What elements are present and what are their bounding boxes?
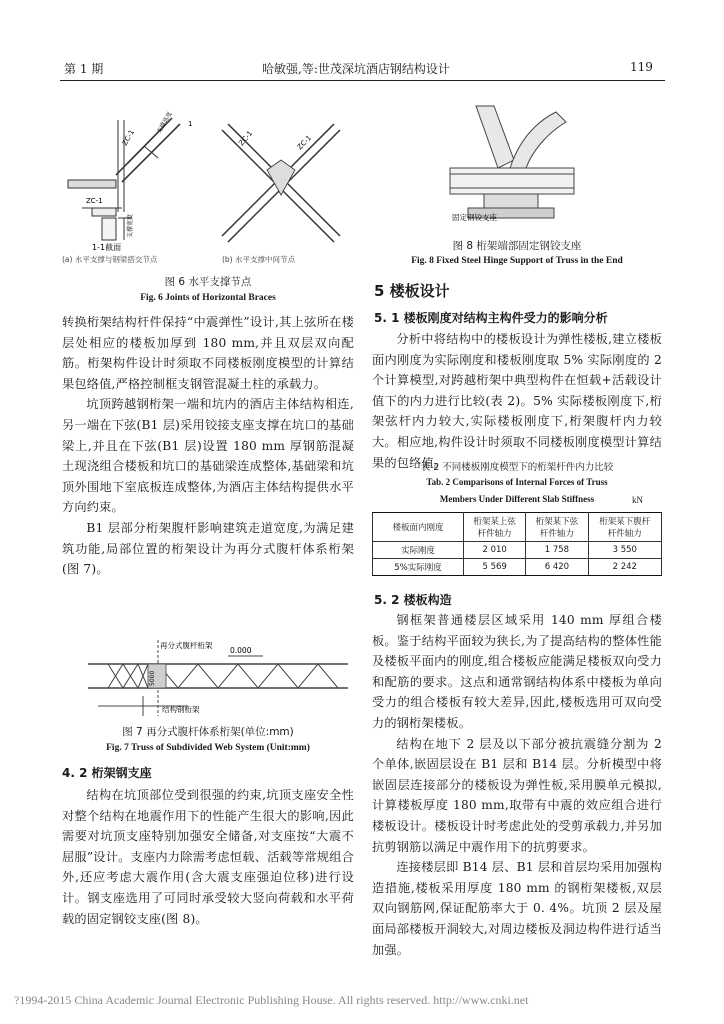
table-header-label: 楼板面内刚度 — [373, 513, 464, 542]
table-cell: 1 758 — [526, 542, 588, 559]
fig6-label-zc1-b: ZC-1 — [237, 129, 255, 148]
section-5-title: 5 楼板设计 — [374, 282, 450, 300]
table-cell: 6 420 — [526, 559, 588, 576]
paragraph: 钢框架普通楼层区域采用 140 mm 厚组合楼板。鉴于结构平面较为狭长,为了提高结构的整体性能及楼板平面内的刚度,组合楼板应能满足楼板双向受力和配筋的要求。这点和通常钢结构体系中楼板为单向受力的组合楼板有较大差异,因此,楼板选用可双向受力的钢桁架楼板。 — [372, 613, 662, 730]
paragraph: B1 层部分桁架腹杆影响建筑走道宽度,为满足建筑功能,局部位置的桁架设计为再分式腹杆体系桁架(图 7)。 — [62, 520, 354, 577]
paragraph: 连接楼层即 B14 层、B1 层和首层均采用加强构造措施,楼板采用厚度 180 mm 的钢桁架楼板,双层双向钢筋网,保证配筋率大于 0. 4%。坑顶 2 层及屋面局部楼板开洞较大,对周边楼板及洞边构件进行适当加强。 — [372, 860, 662, 957]
table-cell: 2 242 — [588, 559, 661, 576]
figure-7-drawing — [88, 636, 348, 718]
table-cell: 2 010 — [464, 542, 526, 559]
running-title: 哈敏强,等:世茂深坑酒店钢结构设计 — [262, 62, 450, 76]
fig6-caption-en: Fig. 6 Joints of Horizontal Braces — [140, 293, 276, 303]
table2-unit: kN — [632, 495, 643, 505]
table-header-row — [373, 513, 662, 542]
paragraph: 坑顶跨越钢桁架一端和坑内的酒店主体结构相连,另一端在下弦(B1 层)采用铰接支座支撑在坑口的基础梁上,并且在下弦(B1 层)设置 180 mm 厚钢筋混凝土现浇组合楼板和坑口的基础梁连成整体,基础梁和坑顶外围地下室底板连成整体,为酒店主体结构提供水平方向约束。 — [62, 397, 354, 515]
fig7-label-mid: 5000 — [149, 670, 156, 686]
section-5-2-body — [372, 610, 662, 960]
section-5-1-body — [372, 329, 662, 473]
table-cell: 5 569 — [464, 559, 526, 576]
table2-caption-cn: 表 2 不同楼板刚度模型下的桁架杆件内力比较 — [420, 462, 614, 473]
fig6-label-zc1-d: ZC-1 — [295, 133, 314, 152]
figure-8 — [448, 104, 576, 224]
table-row — [373, 559, 662, 576]
fig7-caption-en: Fig. 7 Truss of Subdivided Web System (Unit:mm) — [106, 743, 310, 753]
section-4-2-title: 4. 2 桁架钢支座 — [62, 766, 152, 780]
figure-7 — [88, 636, 348, 718]
fig8-caption-en: Fig. 8 Fixed Steel Hinge Support of Truss in the End — [411, 256, 623, 266]
figure-6-drawing — [62, 100, 354, 270]
fig8-caption-cn: 图 8 桁架端部固定钢铰支座 — [452, 240, 582, 252]
table-cell: 3 550 — [588, 542, 661, 559]
section-5-1-title: 5. 1 楼板刚度对结构主构件受力的影响分析 — [374, 311, 608, 325]
fig6-label-1: 1 — [188, 120, 193, 128]
fig7-label-elev: 0.000 — [230, 646, 252, 655]
page-number: 119 — [630, 60, 653, 74]
table-header-cell: 桁架某下腹杆 杆件轴力 — [588, 513, 661, 542]
fig6-sub-b: (b) 水平支撑中间节点 — [222, 255, 295, 264]
table-row-label: 5%实际刚度 — [373, 559, 464, 576]
fig6-label-zc1-a: ZC-1 — [120, 128, 137, 147]
section-5-2-title: 5. 2 楼板构造 — [374, 593, 452, 607]
left-column-text — [62, 312, 354, 580]
fig6-caption-cn: 图 6 水平支撑节点 — [164, 276, 252, 288]
table2-caption-en-1: Tab. 2 Comparisons of Internal Forces of Truss — [426, 477, 608, 487]
table2-caption-en-2: Members Under Different Slab Stiffness — [439, 494, 595, 504]
paragraph: 结构在地下 2 层及以下部分被抗震缝分割为 2 个单体,嵌固层设在 B1 层和 B14 层。分析模型中将嵌固层连接部分的楼板设为弹性板,采用膜单元模拟,计算楼板厚度 180 mm,取带有中震的效应组合进行楼板设计。楼板设计时考虑此处的受剪承载力,并另加抗剪钢筋以满足中震作用下的抗剪要求。 — [372, 736, 662, 854]
fig6-label-zc1-c: ZC-1 — [86, 197, 103, 205]
beam-flange — [68, 180, 116, 188]
fig6-sub-a: (a) 水平支撑与钢梁搭交节点 — [62, 255, 158, 264]
paragraph: 分析中将结构中的楼板设计为弹性楼板,建立楼板面内刚度为实际刚度和楼板刚度取 5% 实际刚度的 2 个计算模型,对跨越桁架中典型构件在恒载+活载设计值下的内力进行比较(表 2)。5% 实际楼板刚度下,桁架弦杆内力较大,实际楼板刚度下,桁架腹杆内力较大。相应地,构件设计时须取不同楼板刚度模型计算结果的包络值。 — [372, 332, 662, 470]
table-row — [373, 542, 662, 559]
header-rule — [60, 80, 665, 81]
fig7-caption-cn: 图 7 再分式腹杆体系桁架(单位:mm) — [122, 726, 294, 738]
table-header-cell: 桁架某上弦 杆件轴力 — [464, 513, 526, 542]
fig8-inner-label: 固定钢铰支座 — [452, 213, 497, 222]
fig7-label-top: 再分式腹杆桁架 — [160, 641, 213, 650]
fig7-label-bottom: 结构钢桁架 — [162, 705, 200, 714]
issue-number: 第 1 期 — [64, 62, 104, 76]
paragraph: 结构在坑顶部位受到很强的约束,坑顶支座安全性对整个结构在地震作用下的性能产生很大的影响,因此需要对坑顶支座特别加强安全储备,对支座按“大震不屈服”设计。支座内力除需考虑恒载、活载等常规组合外,还应考虑大震作用(含大震支座强迫位移)进行设计。钢支座选用了可同时承受较大竖向荷载和水平荷载的固定钢铰支座(图 8)。 — [62, 788, 354, 926]
section-4-2-body — [62, 785, 354, 929]
paragraph: 转换桁架结构杆件保持“中震弹性”设计,其上弦所在楼层处相应的楼板加厚到 180 mm,并且双层双向配筋。桁架构件设计时须取不同楼板刚度模型的计算结果包络值,严格控制框支钢管混凝土柱的承载力。 — [62, 315, 354, 391]
fig6-label-width: 支撑宽度 — [127, 213, 134, 238]
figure-8-drawing — [448, 104, 576, 224]
table-header-cell: 桁架某下弦 杆件轴力 — [526, 513, 588, 542]
table-row-label: 实际刚度 — [373, 542, 464, 559]
table-2 — [372, 512, 662, 576]
copyright-footer: ?1994-2015 China Academic Journal Electronic Publishing House. All rights reserved. http://www.cnki.net — [14, 993, 529, 1007]
fig6-section-label: 1-1截面 — [92, 243, 122, 252]
figure-6 — [62, 100, 354, 270]
fig6-label-height-a: 支撑高度 — [155, 110, 174, 135]
